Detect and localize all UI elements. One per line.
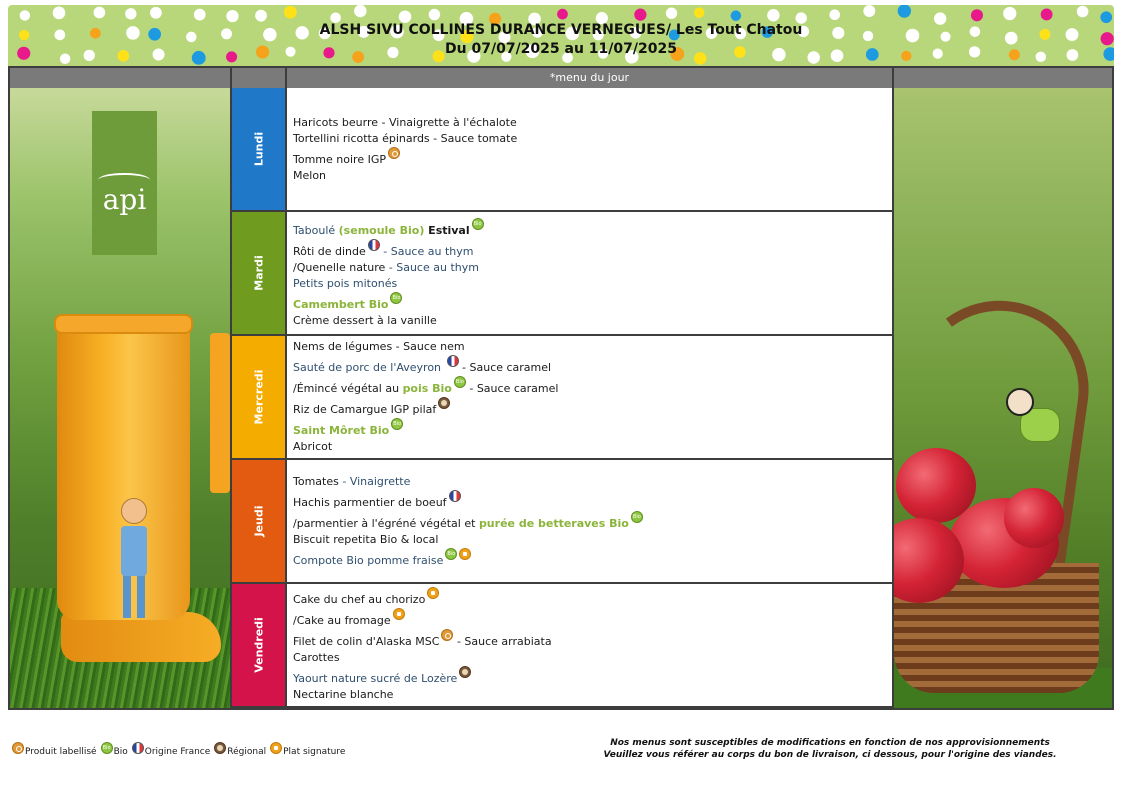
confetti-dot [634,9,646,21]
menu-text: Camembert Bio [293,297,389,311]
confetti-dot [20,10,30,20]
menu-item [293,587,886,608]
menu-item [293,313,886,329]
menu-item [293,218,886,239]
signature-icon [393,608,405,620]
confetti-dot [150,7,162,19]
menu-item [293,276,886,292]
menu-text: - Sauce arrabiata [453,635,552,648]
menu-item [293,439,886,455]
legend-label: Origine France [144,747,211,757]
legend-label: Plat signature [283,747,346,757]
day-name: Mercredi [252,369,265,425]
day-name: Mardi [252,255,265,291]
menu-text: Tomates [293,474,339,488]
menu-cell-vendredi [287,584,892,708]
apple [1004,488,1064,548]
bio-icon [390,292,402,304]
menu-text: Riz de Camargue IGP pilaf [293,403,437,416]
menu-text: - Sauce au thym [379,244,474,258]
menu-item [293,629,886,650]
label-icon [12,742,24,754]
menu-text: Abricot [293,440,333,453]
france-icon [368,239,380,251]
france-icon [132,742,144,754]
day-name: Lundi [252,131,265,167]
confetti-dot [94,7,106,19]
menu-text: (semoule Bio) [338,223,425,237]
menu-column-header: *menu du jour [287,68,892,88]
legend [10,742,347,757]
france-icon [447,355,459,367]
day-label-vendredi [232,584,285,708]
menu-item [293,418,886,439]
menu-text: Tomme noire IGP [293,152,386,166]
menu-period: Du 07/07/2025 au 11/07/2025 [445,41,677,57]
confetti-dot [194,9,206,21]
menu-text: Saint Môret Bio [293,424,390,437]
menu-text: /Émincé végétal au [293,382,403,395]
bio-icon [445,548,457,560]
menu-text: Hachis parmentier de boeuf [293,495,447,509]
confetti-dot [255,10,267,22]
legend-item [10,742,97,757]
menu-text: Biscuit repetita Bio & local [293,532,439,546]
api-logo [92,111,157,255]
menu-text: Yaourt nature sucré de Lozère [293,672,458,685]
menu-cell-mardi [287,212,892,336]
bio-icon [391,418,403,430]
menu-text: /Cake au fromage [293,614,391,627]
bio-icon [472,218,484,230]
confetti-dot [971,9,983,21]
disclaimer-line-2: Veuillez vous référer au corps du bon de livraison, ci dessous, pour l'origine des viandes. [603,750,1057,760]
day-label-mercredi [232,336,285,460]
confetti-dot [1041,9,1053,21]
disclaimer-note [560,737,1100,761]
day-label-mardi [232,212,285,336]
menu-item [293,339,886,355]
day-name: Jeudi [252,505,265,537]
confetti-dot [1077,6,1089,18]
menu-item [293,608,886,629]
confetti-dot [125,8,136,19]
menu-text: Filet de colin d'Alaska MSC [293,635,440,648]
confetti-dot [284,6,297,19]
menu-item [293,260,886,276]
menu-item [293,292,886,313]
menu-text: Nems de légumes [293,340,393,353]
confetti-dot [829,9,840,20]
menu-text: Haricots beurre [293,115,379,129]
confetti-dot [557,9,568,20]
boot-photo [10,88,230,708]
menu-item [293,168,886,184]
confetti-dot [53,7,66,20]
legend-item [99,742,128,757]
regional-icon [214,742,226,754]
confetti-dot [666,8,677,19]
menu-text: Sauté de porc de l'Aveyron [293,361,445,374]
menu-item [293,355,886,376]
menu-cell-lundi [287,88,892,212]
confetti-dot [731,10,742,21]
signature-icon [270,742,282,754]
france-icon [449,490,461,502]
menu-grid [8,66,1114,710]
signature-icon [427,587,439,599]
bio-icon [454,376,466,388]
menu-text: /Quenelle nature [293,260,386,274]
menu-text: Crème dessert à la vanille [293,313,437,327]
menu-text: - Sauce au thym [385,260,479,274]
menu-text: Taboulé [293,223,339,237]
menu-item [293,115,886,131]
menu-text: - Vinaigrette à l'échalote [378,115,517,129]
regional-icon [438,397,450,409]
menu-item [293,490,886,511]
regional-icon [459,666,471,678]
header-banner [8,5,1114,67]
day-label-lundi [232,88,285,212]
confetti-dot [898,5,911,18]
apple-basket-photo [894,88,1112,708]
menu-item [293,650,886,666]
legend-item [212,742,266,757]
confetti-dot [354,5,366,17]
confetti-dot [863,5,875,17]
bio-icon [101,742,113,754]
gardener-child-illustration [113,498,153,623]
menu-text: Estival [424,223,470,237]
left-column-header [10,68,230,88]
legend-label: Bio [113,747,128,757]
menu-item [293,376,886,397]
confetti-dot [694,7,705,18]
second-boot [210,333,230,493]
menu-text: Melon [293,168,327,182]
api-logo-text: api [102,183,147,216]
menu-item [293,687,886,703]
bio-icon [631,511,643,523]
confetti-dot [429,9,441,21]
day-name: Vendredi [252,617,265,673]
day-column-header [232,68,285,88]
menu-text: purée de betteraves Bio [478,516,629,530]
menu-text: - Sauce caramel [458,361,552,374]
menu-text: /parmentier à l'égréné végétal et [293,516,479,530]
menu-text: Nectarine blanche [293,688,394,701]
right-column-header [894,68,1112,88]
legend-label: Produit labellisé [25,747,97,757]
menu-text: - Sauce tomate [429,131,518,145]
menu-text: Carottes [293,651,340,664]
boy-illustration [1002,386,1072,456]
menu-text: Petits pois mitonés [293,276,398,290]
disclaimer-line-1: Nos menus sont susceptibles de modifications en fonction de nos approvisionnements [610,738,1050,748]
menu-cell-mercredi [287,336,892,460]
menu-item [293,532,886,548]
menu-cell-jeudi [287,460,892,584]
menu-text: Cake du chef au chorizo [293,593,426,606]
menu-item [293,666,886,687]
menu-text: Tortellini ricotta épinards [293,131,430,145]
menu-text: - Sauce caramel [465,382,559,395]
label-icon [441,629,453,641]
menu-item [293,511,886,532]
menu-item [293,131,886,147]
menu-item [293,147,886,168]
menu-text: - Vinaigrette [338,474,411,488]
menu-title: ALSH SIVU COLLINES DURANCE VERNEGUES/ Les Tout Chatou [319,22,803,38]
label-icon [388,147,400,159]
menu-item [293,239,886,260]
menu-item [293,548,886,569]
legend-label: Régional [227,747,267,757]
menu-text: pois Bio [402,382,452,395]
confetti-dot [767,9,779,21]
day-label-jeudi [232,460,285,584]
confetti-dot [1003,7,1016,20]
legend-item [268,742,345,757]
menu-text: Rôti de dinde [293,244,366,258]
legend-item [130,742,211,757]
menu-text: - Sauce nem [392,340,465,353]
menu-item [293,474,886,490]
menu-item [293,397,886,418]
signature-icon [459,548,471,560]
menu-text: Compote Bio pomme fraise [293,553,444,567]
